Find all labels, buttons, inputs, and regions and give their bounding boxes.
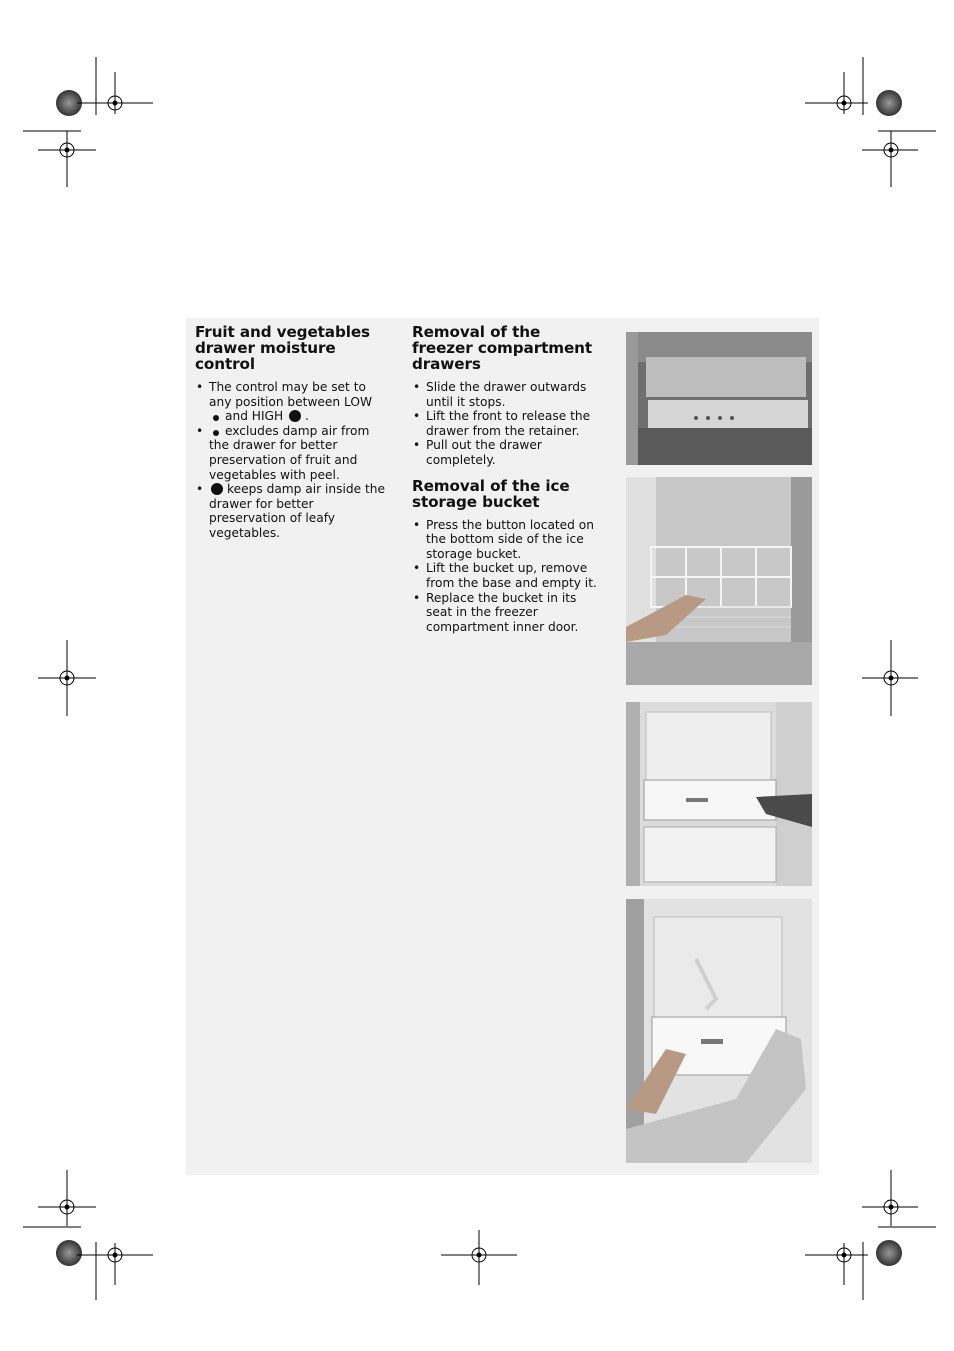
instructions-column	[412, 324, 602, 634]
moisture-control-section	[195, 324, 385, 541]
list-item	[195, 380, 385, 424]
list-item	[195, 482, 385, 540]
bullet-text: keeps damp air inside the drawer for better preservation of leafy vegetables.	[209, 482, 385, 540]
freezer-drawers-heading: Removal of the freezer compartment drawers	[412, 323, 593, 373]
ice-bucket-button-photo	[626, 702, 812, 886]
ice-bucket-lift-photo	[626, 899, 812, 1163]
bullet-text: .	[305, 409, 309, 424]
bullet-text: and HIGH	[225, 409, 284, 424]
list-item: • Lift the front to release the drawer from the retainer.	[412, 409, 602, 438]
list-item: • Slide the drawer outwards until it stops.	[412, 380, 602, 409]
moisture-control-list	[195, 380, 385, 541]
ice-bucket-heading: Removal of the ice storage bucket	[412, 476, 570, 511]
control-panel-photo	[626, 332, 812, 465]
low-dot-icon	[213, 430, 219, 436]
list-item: • Replace the bucket in its seat in the freezer compartment inner door.	[412, 591, 602, 635]
high-dot-icon	[289, 410, 301, 422]
freezer-drawers-list	[412, 380, 602, 468]
moisture-control-heading: Fruit and vegetables drawer moisture control	[195, 323, 370, 373]
bullet-text: The control may be set to any position between LOW	[209, 380, 373, 409]
list-item: • Press the button located on the bottom side of the ice storage bucket.	[412, 518, 602, 562]
low-dot-icon	[213, 415, 219, 421]
freezer-basket-photo	[626, 477, 812, 685]
high-dot-icon	[211, 483, 223, 495]
list-item	[195, 424, 385, 482]
bullet-text: excludes damp air from the drawer for better preservation of fruit and vegetables with peel.	[209, 423, 370, 482]
list-item: • Lift the bucket up, remove from the base and empty it.	[412, 561, 602, 590]
ice-bucket-list	[412, 518, 602, 635]
list-item: • Pull out the drawer completely.	[412, 438, 602, 467]
